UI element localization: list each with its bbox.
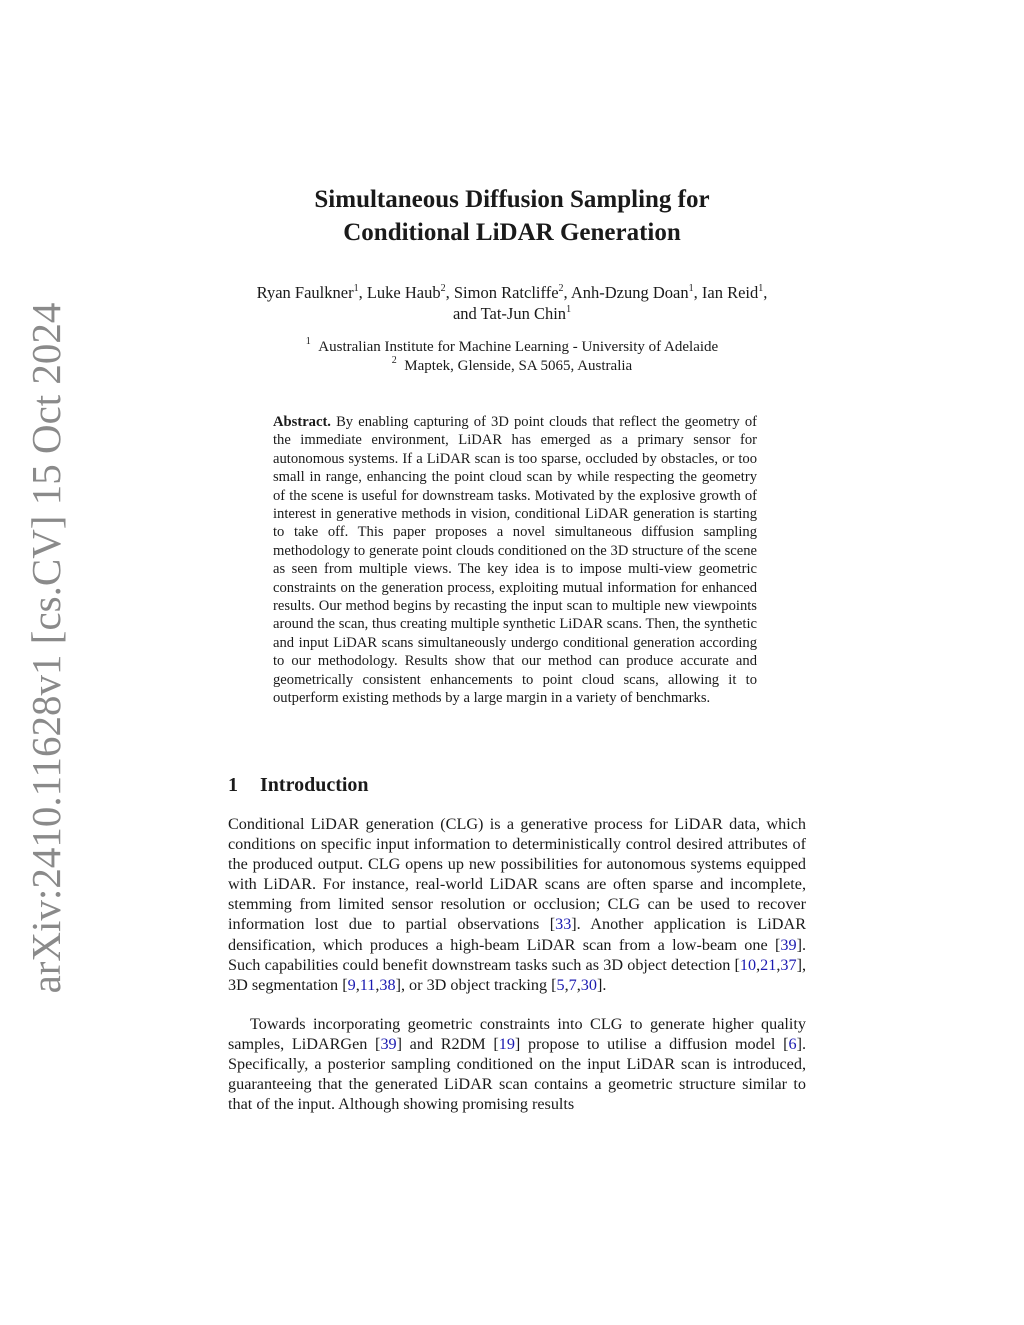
- paragraph-text: ,: [355, 975, 360, 994]
- citation-link[interactable]: 7: [568, 975, 577, 994]
- affiliation-list: [200, 338, 824, 376]
- citation-link[interactable]: 21: [760, 955, 777, 974]
- title-line-1: Simultaneous Diffusion Sampling for: [314, 186, 710, 213]
- citation-link[interactable]: 30: [580, 975, 597, 994]
- paragraph-text: ,: [564, 975, 569, 994]
- paragraph-text: ,: [756, 955, 761, 974]
- paper-title: [0, 183, 1024, 249]
- author: Anh-Dzung Doan$^1$,: [570, 282, 702, 302]
- paragraph-text: ], 3D segmentation [: [228, 955, 806, 994]
- paragraph-text: ,: [375, 975, 380, 994]
- intro-paragraph-1: [228, 814, 806, 995]
- citation-link[interactable]: 39: [380, 1035, 397, 1054]
- arxiv-stamp-text: arXiv:2410.11628v1 [cs.CV] 15 Oct 2024: [23, 302, 69, 993]
- paragraph-text: ] propose to utilise a diffusion model [: [514, 1035, 789, 1054]
- paragraph-text: ] and R2DM [: [396, 1035, 499, 1054]
- citation-link[interactable]: 38: [379, 975, 396, 994]
- section-title: Introduction: [260, 774, 369, 796]
- citation-link[interactable]: 39: [780, 935, 797, 954]
- author-list: [200, 282, 824, 324]
- author: Ian Reid$^1$,: [701, 282, 768, 302]
- paragraph-text: ]. Such capabilities could benefit downstream tasks such as 3D object detection [: [228, 935, 806, 974]
- citation-link[interactable]: 11: [359, 975, 376, 994]
- author: Luke Haub$^2$,: [366, 282, 454, 302]
- paragraph-text: ,: [576, 975, 581, 994]
- abstract-text: By enabling capturing of 3D point clouds that reflect the geometry of the immediate environment, LiDAR has emerged as a primary sensor for autonomous systems. If a LiDAR scan is too sparse, occluded by obstacles, or too small in range, enhancing the point cloud scan by while respecting the geometry of the scene is useful for downstream tasks. Motivated by the explosive growth of interest in generative methods in vision, conditional LiDAR generation is starting to take off. This paper proposes a novel simultaneous diffusion sampling methodology to generate point clouds conditioned on the 3D structure of the scene as seen from multiple views. The key idea is to impose multi-view geometric constraints on the generation process, exploiting mutual information for enhanced results. Our method begins by recasting the input scan to multiple new viewpoints around the scan, thus creating multiple synthetic LiDAR scans. Then, the synthetic and input LiDAR scans simultaneously undergo conditional generation according to our methodology. Results show that our method can produce accurate and geometrically consistent enhancements to point cloud scans, allowing it to outperform existing methods by a large margin in a variety of benchmarks.: [273, 414, 757, 707]
- paragraph-text: Towards incorporating geometric constraints into CLG to generate higher quality samples, LiDARGen [: [228, 1015, 806, 1054]
- abstract-label: Abstract.: [273, 414, 331, 430]
- citation-link[interactable]: 19: [498, 1035, 515, 1054]
- title-line-2: Conditional LiDAR Generation: [343, 219, 681, 246]
- paragraph-text: ,: [776, 955, 781, 974]
- paragraph-text: ], or 3D object tracking [: [395, 975, 557, 994]
- author: Ryan Faulkner$^1$,: [256, 282, 367, 302]
- intro-paragraph-2: [228, 1014, 806, 1114]
- citation-link[interactable]: 37: [780, 955, 797, 974]
- citation-link[interactable]: 5: [556, 975, 565, 994]
- citation-link[interactable]: 9: [347, 975, 356, 994]
- author: and Tat-Jun Chin$^1$: [452, 303, 572, 323]
- paragraph-text: ]. Specifically, a posterior sampling conditioned on the input LiDAR scan is introduced, guaranteeing that the generated LiDAR scan contains a geometric structure similar to that of the input. Although showing promising results: [228, 1035, 806, 1114]
- abstract: [273, 413, 757, 708]
- author: Simon Ratcliffe$^2$,: [453, 282, 571, 302]
- section-heading: [228, 774, 369, 797]
- citation-link[interactable]: 10: [739, 955, 757, 974]
- affiliation: $^1$ Australian Institute for Machine Learning - University of Adelaide: [305, 336, 719, 355]
- affiliation: $^2$ Maptek, Glenside, SA 5065, Australia: [391, 355, 633, 374]
- citation-link[interactable]: 6: [788, 1035, 797, 1054]
- paragraph-text: ]. Another application is LiDAR densification, which produces a high-beam LiDAR scan from a low-beam one [: [228, 915, 806, 954]
- section-number: 1: [228, 774, 238, 796]
- paragraph-text: ].: [596, 975, 607, 994]
- paragraph-text: Conditional LiDAR generation (CLG) is a generative process for LiDAR data, which conditions on specific input information to deterministically control desired attributes of the produced output. CLG opens up new possibilities for autonomous systems equipped with LiDAR. For instance, real-world LiDAR scans are often sparse and incomplete, stemming from limited sensor resolution or occlusion; CLG can be used to recover information lost due to partial observations [: [228, 815, 806, 934]
- arxiv-identifier-stamp: [22, 302, 70, 993]
- citation-link[interactable]: 33: [555, 915, 572, 934]
